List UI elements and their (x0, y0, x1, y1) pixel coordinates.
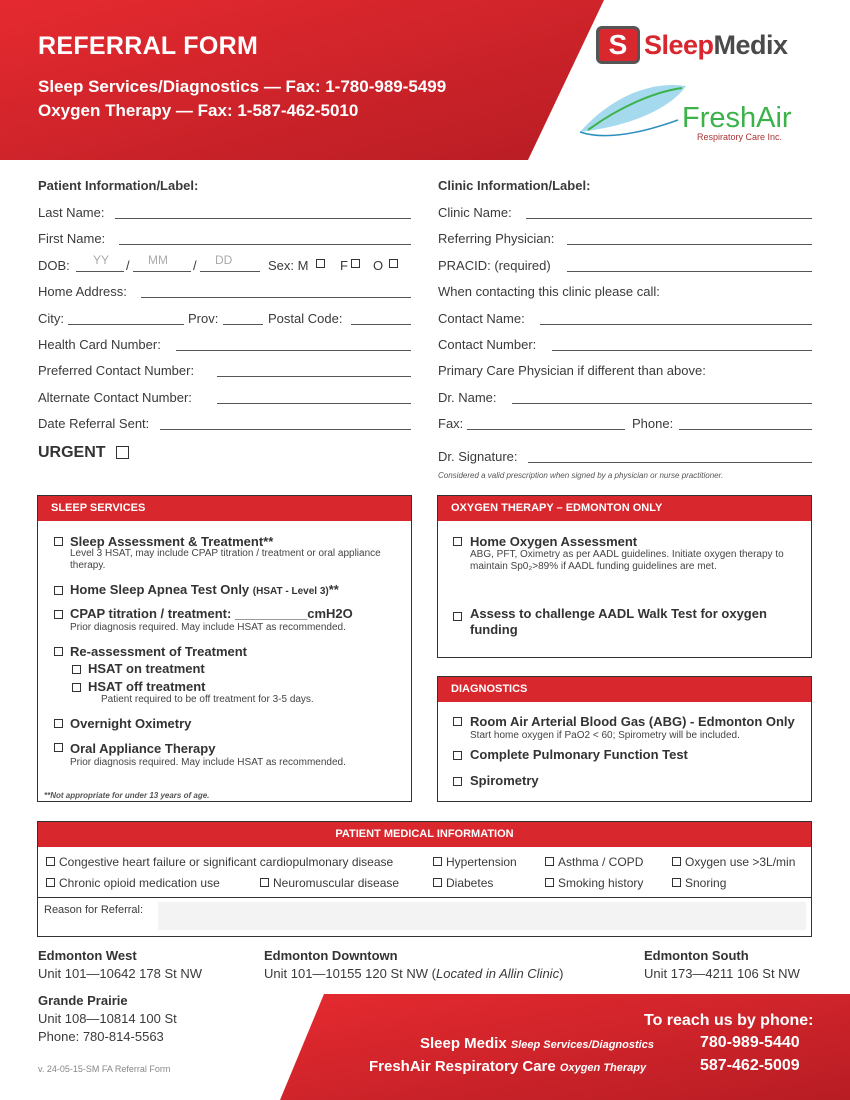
reassessment-checkbox[interactable] (54, 647, 63, 656)
prov-field[interactable] (223, 310, 263, 325)
sex-label: Sex: M (268, 258, 309, 273)
oxygen-use-label: Oxygen use >3L/min (685, 855, 796, 869)
hsat-off-label: HSAT off treatment (88, 679, 206, 694)
abg-label: Room Air Arterial Blood Gas (ABG) - Edmonton Only (470, 714, 795, 729)
last-name-label: Last Name: (38, 205, 105, 220)
downtown-address: Unit 101—10155 120 St NW (Located in Allin Clinic) (264, 966, 564, 981)
urgent-label: URGENT (38, 444, 106, 461)
freshair-logo-text: FreshAir (682, 102, 792, 134)
form-version: v. 24-05-15-SM FA Referral Form (38, 1064, 171, 1074)
diabetes-label: Diabetes (446, 876, 494, 890)
patient-info-heading: Patient Information/Label: (38, 178, 199, 193)
medical-divider (38, 897, 811, 898)
spirometry-label: Spirometry (470, 773, 539, 788)
fax-field[interactable] (467, 415, 625, 430)
sleepmedix-logo: S SleepMedix (596, 26, 788, 64)
reason-label: Reason for Referral: (44, 904, 144, 916)
cpap-titration-label: CPAP titration / treatment: __________cmH2O (70, 606, 353, 621)
fax-label: Fax: (438, 416, 464, 431)
sleep-services-title: SLEEP SERVICES (38, 496, 411, 521)
west-heading: Edmonton West (38, 948, 137, 963)
cpap-titration-desc: Prior diagnosis required. May include HSAT as recommended. (70, 622, 346, 633)
form-title: REFERRAL FORM (38, 32, 259, 60)
sleep-assessment-checkbox[interactable] (54, 537, 63, 546)
downtown-heading: Edmonton Downtown (264, 948, 398, 963)
diagnostics-title: DIAGNOSTICS (438, 677, 811, 702)
sleep-assessment-desc: Level 3 HSAT, may include CPAP titration / treatment or oral appliance therapy. (70, 548, 381, 571)
date-sent-label: Date Referral Sent: (38, 416, 150, 431)
freshair-logo-sub: Respiratory Care Inc. (697, 132, 783, 142)
sex-m-checkbox[interactable] (316, 259, 325, 268)
clinic-info-heading: Clinic Information/Label: (438, 178, 591, 193)
contact-name-field[interactable] (540, 310, 812, 325)
hypertension-label: Hypertension (446, 855, 517, 869)
date-sent-field[interactable] (160, 415, 411, 430)
dr-name-label: Dr. Name: (438, 390, 497, 405)
clinic-name-label: Clinic Name: (438, 205, 512, 220)
chf-checkbox[interactable] (46, 857, 55, 866)
gp-address: Unit 108—10814 100 St (38, 1011, 177, 1026)
oral-appliance-desc: Prior diagnosis required. May include HSAT as recommended. (70, 757, 346, 768)
last-name-field[interactable] (115, 204, 411, 219)
west-address: Unit 101—10642 178 St NW (38, 966, 203, 981)
dob-day-hint: DD (215, 253, 233, 267)
home-oxygen-label: Home Oxygen Assessment (470, 534, 638, 549)
opioid-label: Chronic opioid medication use (59, 876, 220, 890)
referring-physician-field[interactable] (567, 230, 812, 245)
gp-phone: Phone: 780-814-5563 (38, 1029, 164, 1044)
contact-name-label: Contact Name: (438, 311, 525, 326)
pft-checkbox[interactable] (453, 751, 462, 760)
medical-info-title: PATIENT MEDICAL INFORMATION (38, 822, 811, 847)
opioid-checkbox[interactable] (46, 878, 55, 887)
asthma-copd-checkbox[interactable] (545, 857, 554, 866)
overnight-oximetry-checkbox[interactable] (54, 719, 63, 728)
diabetes-checkbox[interactable] (433, 878, 442, 887)
dr-name-field[interactable] (512, 389, 812, 404)
sex-f-label: F (340, 258, 348, 273)
contact-number-label: Contact Number: (438, 337, 537, 352)
neuromuscular-label: Neuromuscular disease (273, 876, 400, 890)
urgent-checkbox[interactable] (116, 446, 129, 459)
pracid-label: PRACID: (required) (438, 258, 551, 273)
sex-o-label: O (373, 258, 384, 273)
age-footnote: **Not appropriate for under 13 years of age. (44, 791, 210, 800)
oxygen-fax-line: Oxygen Therapy — Fax: 1-587-462-5010 (38, 101, 359, 120)
dob-month-hint: MM (148, 253, 168, 267)
snoring-checkbox[interactable] (672, 878, 681, 887)
gp-heading: Grande Prairie (38, 993, 128, 1008)
home-address-label: Home Address: (38, 284, 127, 299)
preferred-contact-label: Preferred Contact Number: (38, 363, 195, 378)
home-oxygen-desc: ABG, PFT, Oximetry as per AADL guidelines. Initiate oxygen therapy to maintain Sp0₂>89% if AADL funding guidelines are met. (470, 549, 784, 572)
hypertension-checkbox[interactable] (433, 857, 442, 866)
home-sleep-apnea-label: Home Sleep Apnea Test Only (HSAT - Level 3)** (70, 582, 339, 597)
hsat-off-desc: Patient required to be off treatment for 3-5 days. (101, 694, 314, 705)
oxygen-therapy-title: OXYGEN THERAPY – EDMONTON ONLY (438, 496, 811, 521)
primary-care-label: Primary Care Physician if different than above: (438, 363, 706, 378)
city-field[interactable] (68, 310, 184, 325)
asthma-copd-label: Asthma / COPD (558, 855, 644, 869)
smoking-label: Smoking history (558, 876, 644, 890)
sex-f-checkbox[interactable] (351, 259, 360, 268)
phone-label: Phone: (632, 416, 674, 431)
health-card-label: Health Card Number: (38, 337, 161, 352)
home-address-field[interactable] (141, 283, 411, 298)
sleep-assessment-label: Sleep Assessment & Treatment** (70, 534, 274, 549)
reason-field[interactable] (158, 902, 806, 930)
chf-label: Congestive heart failure or significant cardiopulmonary disease (59, 855, 394, 869)
alternate-contact-label: Alternate Contact Number: (38, 390, 192, 405)
dob-year-hint: YY (93, 253, 110, 267)
cpap-titration-checkbox[interactable] (54, 610, 63, 619)
home-oxygen-checkbox[interactable] (453, 537, 462, 546)
sleep-fax-line: Sleep Services/Diagnostics — Fax: 1-780-989-5499 (38, 77, 447, 96)
south-heading: Edmonton South (644, 948, 749, 963)
hsat-off-checkbox[interactable] (72, 683, 81, 692)
south-address: Unit 173—4211 106 St NW (644, 966, 800, 981)
postal-code-field[interactable] (351, 310, 411, 325)
sleepmedix-contact: Sleep Medix Sleep Services/Diagnostics (420, 1035, 654, 1052)
signature-field[interactable] (528, 448, 812, 463)
city-label: City: (38, 311, 64, 326)
snoring-label: Snoring (685, 876, 727, 890)
abg-desc: Start home oxygen if PaO2 < 60; Spirometry will be included. (470, 730, 740, 741)
prov-label: Prov: (188, 311, 219, 326)
hsat-on-checkbox[interactable] (72, 665, 81, 674)
freshair-phone: 587-462-5009 (700, 1057, 800, 1074)
signature-label: Dr. Signature: (438, 449, 518, 464)
overnight-oximetry-label: Overnight Oximetry (70, 716, 192, 731)
alternate-contact-field[interactable] (217, 389, 411, 404)
aadl-walk-test-label: Assess to challenge AADL Walk Test for oxygen funding (470, 606, 767, 637)
clinic-name-field[interactable] (526, 204, 812, 219)
oral-appliance-label: Oral Appliance Therapy (70, 741, 216, 756)
contact-number-field[interactable] (552, 336, 812, 351)
abg-checkbox[interactable] (453, 717, 462, 726)
signature-note: Considered a valid prescription when signed by a physician or nurse practitioner. (438, 471, 724, 480)
neuromuscular-checkbox[interactable] (260, 878, 269, 887)
pracid-field[interactable] (567, 257, 812, 272)
spirometry-checkbox[interactable] (453, 777, 462, 786)
freshair-contact: FreshAir Respiratory Care Oxygen Therapy (369, 1058, 647, 1075)
phone-field[interactable] (679, 415, 812, 430)
sleepmedix-mark-icon: S (596, 26, 640, 64)
reach-us-heading: To reach us by phone: (644, 1012, 814, 1029)
home-sleep-apnea-checkbox[interactable] (54, 586, 63, 595)
contact-instructions: When contacting this clinic please call: (438, 284, 660, 299)
postal-code-label: Postal Code: (268, 311, 343, 326)
health-card-field[interactable] (176, 336, 411, 351)
sleepmedix-phone: 780-989-5440 (700, 1034, 800, 1051)
oxygen-use-checkbox[interactable] (672, 857, 681, 866)
first-name-label: First Name: (38, 231, 106, 246)
hsat-on-label: HSAT on treatment (88, 661, 205, 676)
preferred-contact-field[interactable] (217, 362, 411, 377)
oral-appliance-checkbox[interactable] (54, 743, 63, 752)
aadl-walk-test-checkbox[interactable] (453, 612, 462, 621)
dob-label: DOB: (38, 258, 70, 273)
referring-physician-label: Referring Physician: (438, 231, 555, 246)
reassessment-label: Re-assessment of Treatment (70, 644, 248, 659)
first-name-field[interactable] (119, 230, 411, 245)
smoking-checkbox[interactable] (545, 878, 554, 887)
pft-label: Complete Pulmonary Function Test (470, 747, 688, 762)
sex-o-checkbox[interactable] (389, 259, 398, 268)
